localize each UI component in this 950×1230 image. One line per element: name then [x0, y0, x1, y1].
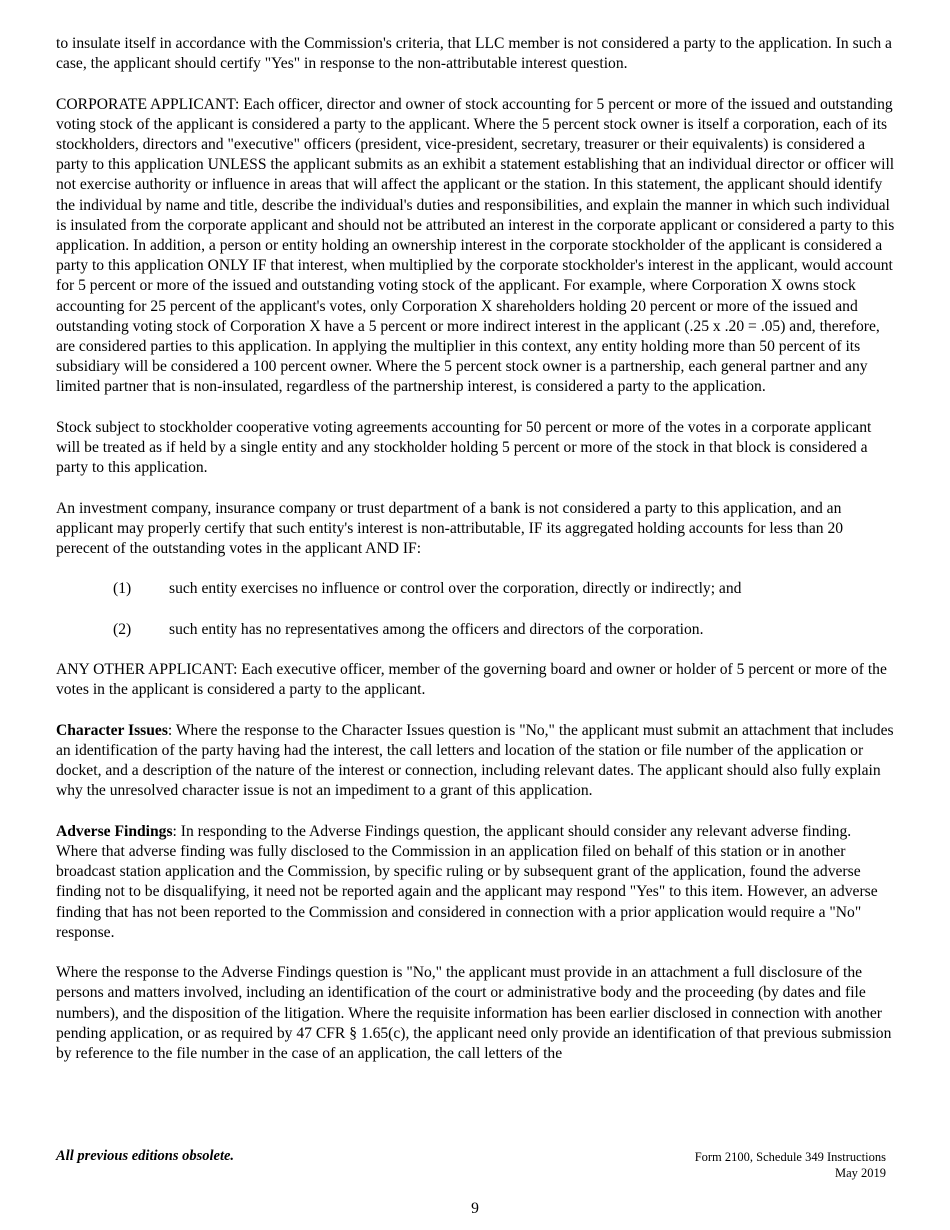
- list-item-1: [56, 579, 896, 599]
- document-body: [56, 34, 896, 1084]
- page-number: 9: [471, 1200, 479, 1217]
- paragraph-any-other-applicant: ANY OTHER APPLICANT: Each executive officer, member of the governing board and owner or holder of 5 percent or more of the votes in the applicant is considered a party to the applicant.: [56, 661, 887, 699]
- footer-form-title: Form 2100, Schedule 349 Instructions: [694, 1150, 886, 1164]
- list-text: such entity exercises no influence or control over the corporation, directly or indirectly; and: [169, 580, 742, 598]
- list-text: such entity has no representatives among the officers and directors of the corporation.: [169, 620, 704, 638]
- text-adverse-findings: : In responding to the Adverse Findings question, the applicant should consider any relevant adverse finding. Where that adverse finding was fully disclosed to the Commission in an application filed on behalf of this station or in another broadcast station application and the Commission, by specific ruling or by subsequent grant of the application, found the adverse finding not to be disqualifying, it need not be reported again and the applicant may respond "Yes" to this item. However, an adverse finding that has not been reported to the Commission and considered in connection with a prior application would require a "No" response.: [56, 822, 878, 941]
- paragraph-llc-continuation: to insulate itself in accordance with the Commission's criteria, that LLC member is not considered a party to the application. In such a case, the applicant should certify "Yes" in response to the non-attributable interest question.: [56, 35, 892, 73]
- paragraph-corporate-applicant: CORPORATE APPLICANT: Each officer, director and owner of stock accounting for 5 percent or more of the issued and outstanding voting stock of the applicant is considered a party to the applicant. Where the 5 percent stock owner is itself a corporation, each of its stockholders, directors and "executive" officers (president, vice-president, secretary, treasurer or their equivalents) is considered a party to this application UNLESS the applicant submits as an exhibit a statement establishing that an individual director or officer will not exercise authority or influence in areas that will affect the applicant or the station. In this statement, the applicant should identify the individual by name and title, describe the individual's duties and responsibilities, and explain the manner in which such individual is insulated from the corporate applicant and should not be attributed an interest in the corporate applicant or considered a party to this application. In addition, a person or entity holding an ownership interest in the corporate stockholder of the applicant is considered a party to this application ONLY IF that interest, when multiplied by the corporate stockholder's interest in the applicant, would account for 5 percent or more of the issued and outstanding voting stock of the applicant. For example, where Corporation X owns stock accounting for 25 percent of the applicant's votes, only Corporation X shareholders holding 20 percent or more of the issued and outstanding voting stock of Corporation X have a 5 percent or more indirect interest in the applicant (.25 x .20 = .05) and, therefore, are considered parties to this application. In applying the multiplier in this context, any entity holding more than 50 percent of its subsidiary will be considered a 100 percent owner. Where the 5 percent stock owner is a partnership, each general partner and any limited partner that is non-insulated, regardless of the partnership interest, is considered a party to the application.: [56, 95, 895, 396]
- list-item-2: [56, 620, 896, 640]
- paragraph-adverse-findings-no: Where the response to the Adverse Findings question is "No," the applicant must provide in an attachment a full disclosure of the persons and matters involved, including an identification of the court or administrative body and the proceeding (by dates and file numbers), and the disposition of the litigation. Where the requisite information has been earlier disclosed in connection with another pending application, or as required by 47 CFR § 1.65(c), the applicant need only provide an identification of that previous submission by reference to the file number in the case of an application, the call letters of the: [56, 964, 892, 1063]
- paragraph-voting-agreements: Stock subject to stockholder cooperative voting agreements accounting for 50 percent or more of the votes in a corporate applicant will be treated as if held by a single entity and any stockholder holding 5 percent or more of the stock in that block is considered a party to this application.: [56, 418, 872, 477]
- paragraph-adverse-findings: [56, 822, 896, 943]
- paragraph-character-issues: [56, 721, 896, 802]
- list-number: (1): [113, 580, 132, 598]
- list-number: (2): [113, 620, 132, 638]
- footer-obsolete-notice: All previous editions obsolete.: [56, 1148, 235, 1164]
- heading-adverse-findings: Adverse Findings: [56, 822, 173, 840]
- footer-form-info: [695, 1150, 886, 1181]
- text-character-issues: : Where the response to the Character Issues question is "No," the applicant must submit an attachment that includes an identification of the party having had the interest, the call letters and location of the station or file number of the application or docket, and a description of the nature of the interest or connection, including relevant dates. The applicant should also fully explain why the unresolved character issue is not an impediment to a grant of this application.: [56, 721, 894, 800]
- paragraph-investment-company: An investment company, insurance company or trust department of a bank is not considered a party to this application, and an applicant may properly certify that such entity's interest is non-attributable, IF its aggregated holding accounts for less than 20 perecent of the outstanding votes in the applicant AND IF:: [56, 499, 844, 558]
- heading-character-issues: Character Issues: [56, 721, 168, 739]
- footer-form-date: May 2019: [834, 1165, 886, 1180]
